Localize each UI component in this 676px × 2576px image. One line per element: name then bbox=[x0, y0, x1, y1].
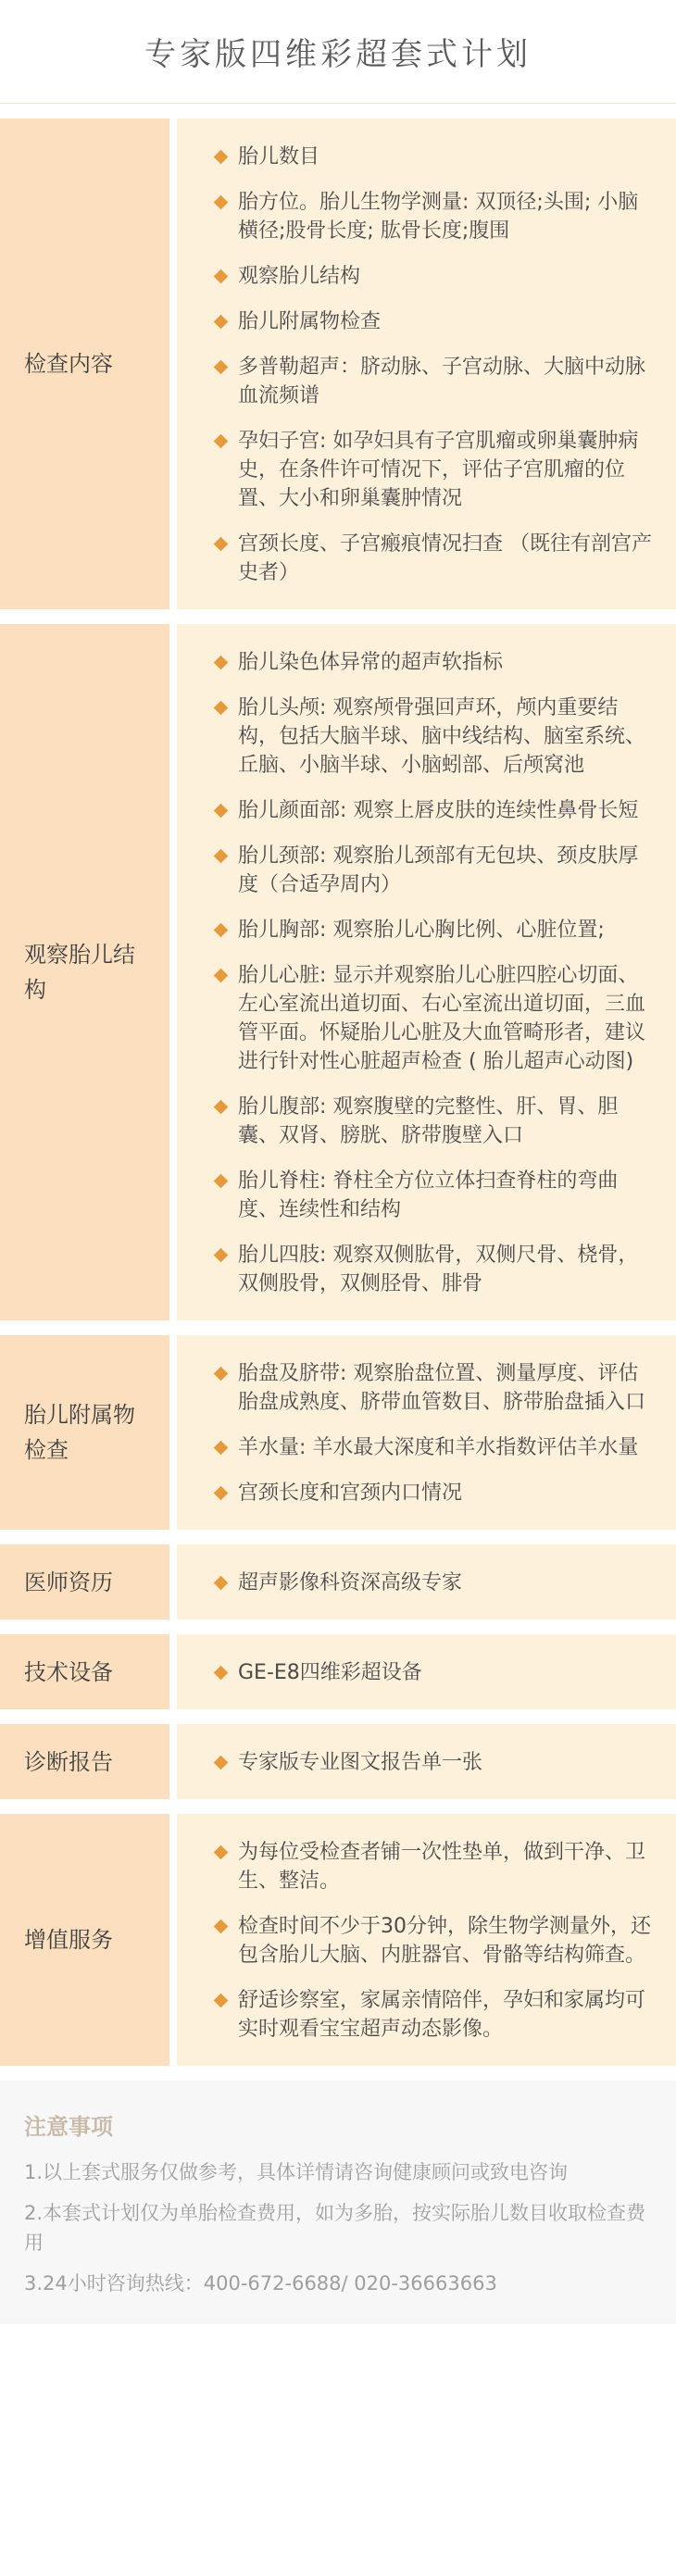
column-divider bbox=[169, 1634, 177, 1709]
list-item-text: 胎儿颈部: 观察胎儿颈部有无包块、颈皮肤厚度（合适孕周内） bbox=[238, 844, 639, 896]
diamond-bullet-icon bbox=[214, 1756, 229, 1770]
diamond-bullet-icon bbox=[214, 1100, 229, 1115]
list-item-text: 胎儿颜面部: 观察上唇皮肤的连续性鼻骨长短 bbox=[238, 799, 639, 822]
list-item bbox=[210, 1167, 652, 1224]
list-item-text: 胎儿四肢: 观察双侧肱骨，双侧尺骨、桡骨，双侧股骨，双侧胫骨、腓骨 bbox=[238, 1244, 639, 1295]
row-content bbox=[177, 1335, 676, 1530]
list-item-text: 为每位受检查者铺一次性垫单，做到干净、卫生、整洁。 bbox=[238, 1841, 646, 1893]
list-item-text: 多普勒超声：脐动脉、子宫动脉、大脑中动脉血流频谱 bbox=[238, 356, 646, 407]
list-item bbox=[210, 262, 652, 291]
list-item-text: 胎儿数目 bbox=[238, 145, 320, 169]
list-item bbox=[210, 961, 652, 1076]
list-item bbox=[210, 1748, 652, 1777]
list-item bbox=[210, 188, 652, 245]
plan-row bbox=[0, 1814, 676, 2066]
list-item-text: 专家版专业图文报告单一张 bbox=[238, 1751, 483, 1774]
list-item bbox=[210, 1241, 652, 1298]
column-divider bbox=[169, 1724, 177, 1799]
note-item: 2.本套式计划仅为单胎检查费用，如为多胎，按实际胎儿数目收取检查费用 bbox=[24, 2202, 646, 2254]
row-label: 诊断报告 bbox=[0, 1724, 169, 1799]
list-item bbox=[210, 1093, 652, 1150]
plan-row bbox=[0, 119, 676, 609]
list-item-text: 胎儿腹部: 观察腹壁的完整性、肝、胃、胆囊、双肾、膀胱、脐带腹壁入口 bbox=[238, 1095, 619, 1147]
row-content bbox=[177, 1814, 676, 2066]
diamond-bullet-icon bbox=[214, 1576, 229, 1591]
diamond-bullet-icon bbox=[214, 1248, 229, 1263]
diamond-bullet-icon bbox=[214, 923, 229, 938]
diamond-bullet-icon bbox=[214, 969, 229, 983]
diamond-bullet-icon bbox=[214, 195, 229, 210]
list-item bbox=[210, 916, 652, 944]
diamond-bullet-icon bbox=[214, 1919, 229, 1934]
column-divider bbox=[169, 624, 177, 1320]
row-label: 胎儿附属物检查 bbox=[0, 1335, 169, 1530]
diamond-bullet-icon bbox=[214, 537, 229, 552]
diamond-bullet-icon bbox=[214, 1367, 229, 1382]
list-item bbox=[210, 1838, 652, 1895]
list-item-text: 胎儿头颅: 观察颅骨强回声环，颅内重要结构，包括大脑半球、脑中线结构、脑室系统、丘脑、小脑半球、小脑蚓部、后颅窝池 bbox=[238, 696, 646, 777]
plan-row bbox=[0, 1724, 676, 1799]
diamond-bullet-icon bbox=[214, 1666, 229, 1681]
row-content bbox=[177, 624, 676, 1320]
list-item-text: 超声影像科资深高级专家 bbox=[238, 1571, 463, 1594]
list-item bbox=[210, 1359, 652, 1417]
column-divider bbox=[169, 1544, 177, 1619]
list-item-text: GE-E8四维彩超设备 bbox=[238, 1661, 422, 1684]
row-content bbox=[177, 119, 676, 609]
page-header bbox=[0, 0, 676, 104]
row-content bbox=[177, 1544, 676, 1619]
list-item bbox=[210, 694, 652, 780]
diamond-bullet-icon bbox=[214, 1486, 229, 1501]
column-divider bbox=[169, 1335, 177, 1530]
diamond-bullet-icon bbox=[214, 1845, 229, 1860]
list-item bbox=[210, 796, 652, 825]
list-item-text: 胎盘及脐带: 观察胎盘位置、测量厚度、评估胎盘成熟度、脐带血管数目、脐带胎盘插入口 bbox=[238, 1362, 646, 1414]
list-item-text: 羊水量: 羊水最大深度和羊水指数评估羊水量 bbox=[238, 1436, 639, 1459]
list-item-text: 胎儿胸部: 观察胎儿心胸比例、心脏位置; bbox=[238, 919, 605, 942]
list-item bbox=[210, 530, 652, 587]
list-item bbox=[210, 1569, 652, 1597]
list-item-text: 宫颈长度、子宫瘢痕情况扫查 （既往有剖宫产史者） bbox=[238, 532, 652, 584]
list-item bbox=[210, 1658, 652, 1687]
list-item-text: 胎儿心脏: 显示并观察胎儿心脏四腔心切面、左心室流出道切面、右心室流出道切面，三血管平面。怀疑胎儿心脏及大血管畸形者，建议进行针对性心脏超声检查 ( 胎儿超声心动图) bbox=[238, 964, 646, 1073]
diamond-bullet-icon bbox=[214, 1174, 229, 1189]
plan-row bbox=[0, 1544, 676, 1619]
list-item bbox=[210, 353, 652, 410]
list-item bbox=[210, 1479, 652, 1507]
row-label: 技术设备 bbox=[0, 1634, 169, 1709]
row-content bbox=[177, 1724, 676, 1799]
list-item bbox=[210, 842, 652, 899]
list-item-text: 检查时间不少于30分钟，除生物学测量外，还包含胎儿大脑、内脏器官、骨骼等结构筛查。 bbox=[238, 1915, 651, 1967]
list-item-text: 观察胎儿结构 bbox=[238, 265, 361, 288]
plan-row bbox=[0, 624, 676, 1320]
diamond-bullet-icon bbox=[214, 656, 229, 670]
row-label: 观察胎儿结构 bbox=[0, 624, 169, 1320]
row-label: 检查内容 bbox=[0, 119, 169, 609]
row-label: 增值服务 bbox=[0, 1814, 169, 2066]
diamond-bullet-icon bbox=[214, 701, 229, 716]
list-item bbox=[210, 1433, 652, 1462]
list-item-text: 胎儿脊柱: 脊柱全方位立体扫查脊柱的弯曲度、连续性和结构 bbox=[238, 1169, 619, 1221]
diamond-bullet-icon bbox=[214, 1441, 229, 1456]
diamond-bullet-icon bbox=[214, 434, 229, 449]
column-divider bbox=[169, 1814, 177, 2066]
list-item-text: 宫颈长度和宫颈内口情况 bbox=[238, 1482, 463, 1505]
list-item-text: 胎儿附属物检查 bbox=[238, 310, 382, 333]
list-item bbox=[210, 1912, 652, 1970]
plan-row bbox=[0, 1634, 676, 1709]
plan-row bbox=[0, 1335, 676, 1530]
diamond-bullet-icon bbox=[214, 360, 229, 375]
notes-title: 注意事项 bbox=[24, 2114, 113, 2140]
list-item-text: 舒适诊察室，家属亲情陪伴，孕妇和家属均可实时观看宝宝超声动态影像。 bbox=[238, 1989, 646, 2041]
list-item bbox=[210, 648, 652, 677]
row-content bbox=[177, 1634, 676, 1709]
list-item bbox=[210, 427, 652, 513]
list-item bbox=[210, 143, 652, 171]
list-item-text: 胎儿染色体异常的超声软指标 bbox=[238, 651, 504, 674]
row-label: 医师资历 bbox=[0, 1544, 169, 1619]
diamond-bullet-icon bbox=[214, 849, 229, 864]
column-divider bbox=[169, 119, 177, 609]
list-item bbox=[210, 1986, 652, 2044]
diamond-bullet-icon bbox=[214, 269, 229, 284]
note-item: 1.以上套式服务仅做参考，具体详情请咨询健康顾问或致电咨询 bbox=[24, 2161, 569, 2183]
diamond-bullet-icon bbox=[214, 315, 229, 330]
list-item bbox=[210, 307, 652, 336]
plan-table bbox=[0, 119, 676, 2066]
list-item-text: 胎方位。胎儿生物学测量: 双顶径;头围; 小脑横径;股骨长度; 肱骨长度;腹围 bbox=[238, 191, 639, 243]
notes-list bbox=[24, 2157, 652, 2298]
diamond-bullet-icon bbox=[214, 1994, 229, 2008]
diamond-bullet-icon bbox=[214, 150, 229, 165]
list-item-text: 孕妇子宫: 如孕妇具有子宫肌瘤或卵巢囊肿病史，在条件许可情况下，评估子宫肌瘤的位置、大小和卵巢囊肿情况 bbox=[238, 430, 639, 510]
page-title: 专家版四维彩超套式计划 bbox=[144, 36, 532, 73]
note-item: 3.24小时咨询热线：400-672-6688/ 020-36663663 bbox=[24, 2272, 497, 2295]
notes-section bbox=[0, 2081, 676, 2324]
diamond-bullet-icon bbox=[214, 804, 229, 819]
